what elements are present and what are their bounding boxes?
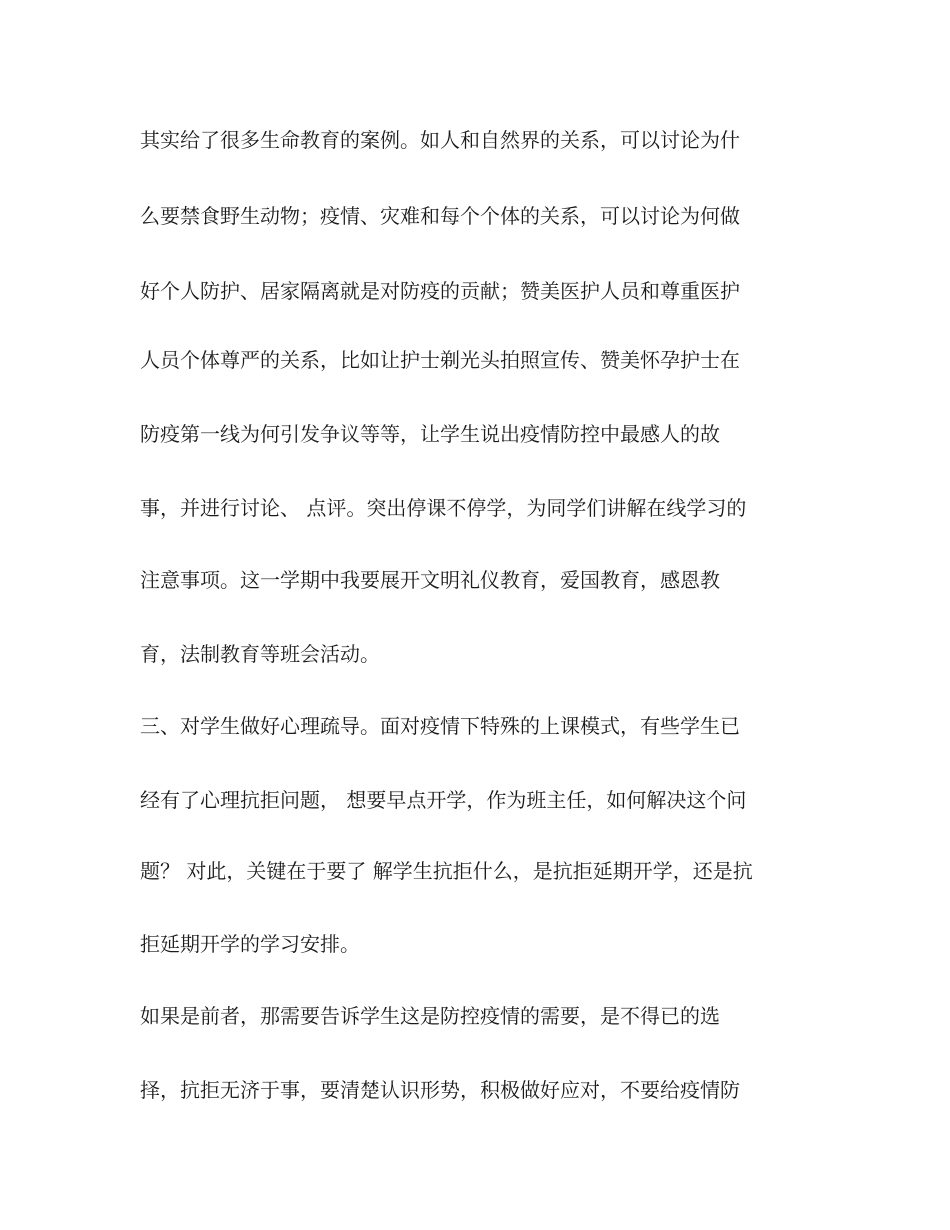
text-line: 如果是前者，那需要告诉学生这是防控疫情的需要，是不得已的选 (140, 1004, 720, 1028)
text-line: 其实给了很多生命教育的案例。如人和自然界的关系，可以讨论为什 (140, 128, 740, 152)
text-line: 题？ 对此，关键在于要了 解学生抗拒什么，是抗拒延期开学，还是抗 (140, 859, 753, 883)
text-line: 拒延期开学的学习安排。 (140, 932, 360, 956)
text-line: 好个人防护、居家隔离就是对防疫的贡献；赞美医护人员和尊重医护 (140, 279, 740, 303)
text-line: 防疫第一线为何引发争议等等，让学生说出疫情防控中最感人的故 (140, 422, 720, 446)
text-line: 择，抗拒无济于事，要清楚认识形势，积极做好应对，不要给疫情防 (140, 1078, 740, 1102)
text-line: 么要禁食野生动物；疫情、灾难和每个个体的关系，可以讨论为何做 (140, 204, 740, 228)
text-line: 人员个体尊严的关系，比如让护士剃光头拍照宣传、赞美怀孕护士在 (140, 348, 740, 372)
text-line: 注意事项。这一学期中我要展开文明礼仪教育，爱国教育，感恩教 (140, 568, 720, 592)
text-line: 三、对学生做好心理疏导。面对疫情下特殊的上课模式，有些学生已 (140, 714, 740, 738)
text-line: 事，并进行讨论、 点评。突出停课不停学，为同学们讲解在线学习的 (140, 496, 747, 520)
text-line: 育，法制教育等班会活动。 (140, 642, 380, 666)
text-line: 经有了心理抗拒问题， 想要早点开学，作为班主任，如何解决这个问 (140, 788, 747, 812)
